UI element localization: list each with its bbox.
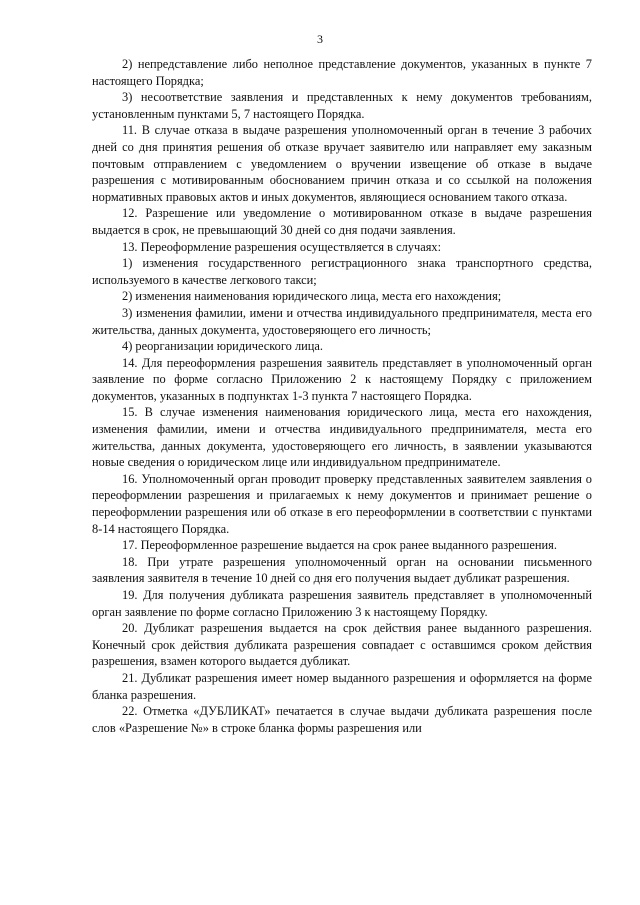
paragraph: 21. Дубликат разрешения имеет номер выданного разрешения и оформляется на форме бланка разрешения. — [92, 670, 592, 702]
paragraph: 11. В случае отказа в выдаче разрешения уполномоченный орган в течение 3 рабочих дней со дня принятия решения об отказе вручает заявителю или направляет ему заказным почтовым отправлением с уведомлением о вручении извещение об отказе в выдаче разрешения с мотивированным обоснованием причин отказа и со ссылкой на положения нормативных правовых актов и иных документов, являющиеся основанием такого отказа. — [92, 123, 592, 204]
page-number: 3 — [317, 32, 323, 46]
paragraph: 3) изменения фамилии, имени и отчества индивидуального предпринимателя, места его жительства, данных документа, удостоверяющего его личность; — [92, 305, 592, 337]
paragraph: 18. При утрате разрешения уполномоченный орган на основании письменного заявления заявителя в течение 10 дней со дня его получения выдает дубликат разрешения. — [92, 554, 592, 586]
paragraph: 14. Для переоформления разрешения заявитель представляет в уполномоченный орган заявление по форме согласно Приложению 2 к настоящему Порядку с приложением документов, указанных в подпунктах 1-3 пункта 7 настоящего Порядка. — [92, 355, 592, 403]
paragraph: 13. Переоформление разрешения осуществляется в случаях: — [122, 239, 442, 254]
paragraph: 2) изменения наименования юридического лица, места его нахождения; — [122, 289, 502, 304]
paragraph: 2) непредставление либо неполное представление документов, указанных в пункте 7 настоящего Порядка; — [92, 57, 592, 88]
paragraph: 19. Для получения дубликата разрешения заявитель представляет в уполномоченный орган заявление по форме согласно Приложению 3 к настоящему Порядку. — [92, 588, 592, 619]
paragraph: 12. Разрешение или уведомление о мотивированном отказе в выдаче разрешения выдается в срок, не превышающий 30 дней со дня подачи заявления. — [92, 206, 592, 237]
paragraph: 17. Переоформленное разрешение выдается на срок ранее выданного разрешения. — [122, 538, 557, 553]
paragraph: 20. Дубликат разрешения выдается на срок действия ранее выданного разрешения. Конечный срок действия дубликата разрешения совпадает с оставшимся сроком действия разрешения, взамен которого выдается дубликат. — [92, 621, 592, 669]
paragraph: 1) изменения государственного регистрационного знака транспортного средства, используемого в качестве легкового такси; — [92, 256, 592, 287]
paragraph: 22. Отметка «ДУБЛИКАТ» печатается в случае выдачи дубликата разрешения после слов «Разрешение №» в строке бланка формы разрешения или — [92, 704, 592, 735]
paragraph: 16. Уполномоченный орган проводит проверку представленных заявителем заявления о переоформлении разрешения и прилагаемых к нему документов и принимает решение о переоформлении разрешения или об отказе в его переоформлении в соответствии с пунктами 8-14 настоящего Порядка. — [92, 471, 592, 536]
paragraph: 15. В случае изменения наименования юридического лица, места его нахождения, изменения фамилии, имени и отчества индивидуального предпринимателя, места его жительства, данных документа, удостоверяющего его личность, в заявлении указываются новые сведения о юридическом лице или индивидуальном предпринимателе. — [92, 405, 592, 470]
paragraph: 3) несоответствие заявления и представленных к нему документов требованиям, установленным пунктами 5, 7 настоящего Порядка. — [92, 90, 592, 121]
document-body — [92, 56, 592, 736]
paragraph: 4) реорганизации юридического лица. — [122, 339, 323, 354]
